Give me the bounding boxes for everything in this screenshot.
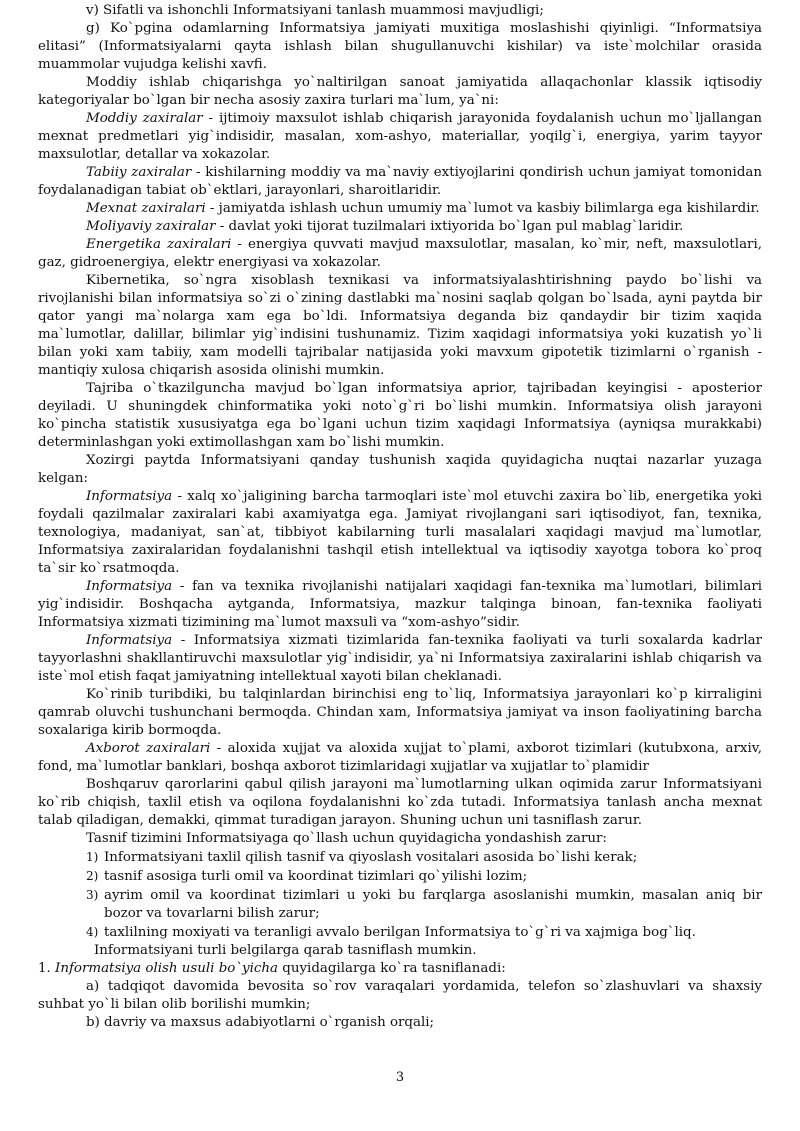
definition-text: - kishilarning moddiy va ma`naviy extiyojlarini qondirish uchun jamiyat tomonidan foydalanadigan tabiat ob`ektlari, jarayonlari, sharoitlaridir. bbox=[38, 165, 762, 198]
definition-term: Mexnat zaxiralari bbox=[86, 201, 206, 216]
paragraph: Moddiy ishlab chiqarishga yo`naltirilgan sanoat jamiyatida allaqachonlar klassik iqtisodiy kategoriyalar bo`lgan bir necha asosiy zaxira turlari ma`lum, ya`ni: bbox=[38, 75, 762, 108]
definition-term: Moddiy zaxiralar bbox=[86, 111, 203, 126]
paragraph: Xozirgi paytda Informatsiyani qanday tushunish xaqida quyidagicha nuqtai nazarlar yuzaga kelgan: bbox=[38, 453, 762, 486]
numbered-list bbox=[38, 848, 762, 942]
page-content bbox=[38, 2, 762, 1032]
paragraph: Informatsiyani turli belgilarga qarab tasniflash mumkin. bbox=[94, 943, 477, 958]
definition-informatsiya-1 bbox=[38, 488, 762, 578]
list-item bbox=[86, 867, 762, 886]
paragraph: Tajriba o`tkazilguncha mavjud bo`lgan informatsiya aprior, tajribadan keyingisi - aposterior deyiladi. U shuningdek chinformatika yoki noto`g`ri bo`lishi mumkin. Informatsiya olish jarayoni ko`pincha statistik xususiyatga ega bo`lgani uchun tizim xaqidagi Informatsiya (ayniqsa murakkabi) determinlashgan yoki extimollashgan xam bo`lishi mumkin. bbox=[38, 381, 762, 450]
section-text: quyidagilarga ko`ra tasniflanadi: bbox=[278, 961, 506, 976]
definition-term: Tabiiy zaxiralar bbox=[86, 165, 192, 180]
definition-text: - fan va texnika rivojlanishi natijalari xaqidagi fan-texnika ma`lumotlari, bilimlari yig`indisidir. Boshqacha aytganda, Informatsiya, mazkur talqinga binoan, fan-texnika faoliyati Informatsiya xizmati tizimining ma`lumot maxsuli va “xom-ashyo”sidir. bbox=[38, 579, 762, 630]
paragraph: Tasnif tizimini Informatsiyaga qo`llash uchun quyidagicha yondashish zarur: bbox=[86, 831, 607, 846]
definition-text: - jamiyatda ishlash uchun umumiy ma`lumot va kasbiy bilimlarga ega kishilardir. bbox=[205, 201, 760, 216]
paragraph: v) Sifatli va ishonchli Informatsiyani tanlash muammosi mavjudligi; bbox=[86, 3, 544, 18]
section-number: 1. bbox=[38, 961, 56, 976]
definition-moddiy bbox=[38, 110, 762, 164]
definition-informatsiya-2 bbox=[38, 578, 762, 632]
definition-term: Informatsiya bbox=[86, 579, 173, 594]
list-item bbox=[86, 886, 762, 923]
definition-informatsiya-3 bbox=[38, 632, 762, 686]
definition-term: Informatsiya bbox=[86, 489, 173, 504]
page-number: 3 bbox=[395, 1070, 405, 1085]
sub-item: a) tadqiqot davomida bevosita so`rov varaqalari yordamida, telefon so`zlashuvlari va shaxsiy suhbat yo`li bilan olib borilishi mumkin; bbox=[38, 979, 762, 1012]
list-text: Informatsiyani taxlil qilish tasnif va qiyoslash vositalari asosida bo`lishi kerak; bbox=[104, 850, 638, 865]
definition-text: - davlat yoki tijorat tuzilmalari ixtiyorida bo`lgan pul mablag`laridir. bbox=[215, 219, 684, 234]
definition-text: - aloxida xujjat va aloxida xujjat to`plami, axborot tizimlari (kutubxona, arxiv, fond, ma`lumotlar banklari, boshqa axborot tizimlaridagi xujjatlar va xujjatlar to`plamidir bbox=[38, 741, 762, 774]
list-text: ayrim omil va koordinat tizimlari u yoki bu farqlarga asoslanishi mumkin, masalan aniq bir bozor va tovarlarni bilish zarur; bbox=[104, 888, 762, 921]
definition-term: Informatsiya bbox=[86, 633, 173, 648]
definition-text: - ijtimoiy maxsulot ishlab chiqarish jarayonida foydalanish uchun mo`ljallangan mexnat predmetlari yig`indisidir, masalan, xom-ashyo, materiallar, yoqilg`i, energiya, yarim tayyor maxsulotlar, detallar va xokazolar. bbox=[38, 111, 763, 162]
list-number: 1) bbox=[86, 850, 99, 864]
list-number: 3) bbox=[86, 888, 99, 902]
definition-mexnat bbox=[38, 200, 762, 218]
paragraph: Kibernetika, so`ngra xisoblash texnikasi va informatsiyalashtirishning paydo bo`lishi va rivojlanishi bilan informatsiya so`zi o`zining dastlabki ma`nosini saqlab qolgan bo`lsada, ayni paytda bir qator yangi ma`nolarga xam ega bo`ldi. Informatsiya deganda biz qandaydir bir tizim xaqida ma`lumotlar, dalillar, bilimlar yig`indisini tushunamiz. Tizim xaqidagi informatsiya yoki kuzatish yo`li bilan yoki xam tabiiy, xam modelli tajribalar natijasida yoki mavxum gipotetik tizimlarni o`rganish - mantiqiy xulosa chiqarish asosida olinishi mumkin. bbox=[38, 273, 762, 378]
sub-item: b) davriy va maxsus adabiyotlarni o`rganish orqali; bbox=[86, 1015, 435, 1030]
definition-term: Axborot zaxiralari bbox=[86, 741, 211, 756]
definition-energetika bbox=[38, 236, 762, 272]
list-text: tasnif asosiga turli omil va koordinat tizimlari qo`yilishi lozim; bbox=[104, 869, 528, 884]
definition-axborot bbox=[38, 740, 762, 776]
definition-text: - Informatsiya xizmati tizimlarida fan-texnika faoliyati va turli soxalarda kadrlar tayyorlashni shakllantiruvchi maxsulotlar yig`indisidir, ya`ni Informatsiya zaxiralarini ishlab chiqarish va iste`mol etish faqat jamiyatning intellektual xayoti bilan cheklanadi. bbox=[38, 633, 762, 684]
paragraph: g) Ko`pgina odamlarning Informatsiya jamiyati muxitiga moslashishi qiyinligi. “Informatsiya elitasi” (Informatsiyalarni qayta ishlash bilan shugullanuvchi kishilar) va iste`molchilar orasida muammolar vujudga kelishi xavfi. bbox=[38, 21, 762, 72]
definition-text: - xalq xo`jaligining barcha tarmoqlari iste`mol etuvchi zaxira bo`lib, energetika yoki foydali qazilmalar zaxiralari kabi axamiyatga ega. Jamiyat rivojlangani sari iqtisodiyot, fan, texnika, texnologiya, madaniyat, san`at, tibbiyot kabilarning turli masalalari xaqidagi mavjud ma`lumotlar, Informatsiya zaxiralaridan foydalanishni tashqil etish intellektual va iqtisodiy xayotga tobora ko`proq ta`sir ko`rsatmoqda. bbox=[38, 489, 762, 576]
section-heading bbox=[38, 960, 762, 978]
definition-term: Energetika zaxiralari bbox=[86, 237, 232, 252]
section-term: Informatsiya olish usuli bo`yicha bbox=[55, 961, 279, 976]
definition-term: Moliyaviy zaxiralar bbox=[86, 219, 216, 234]
paragraph: Boshqaruv qarorlarini qabul qilish jarayoni ma`lumotlarning ulkan oqimida zarur Informatsiyani ko`rib chiqish, taxlil etish va oqilona foydalanishni ko`zda tutadi. Informatsiya tanlash ancha mexnat talab qiladigan, demakki, qimmat turadigan jarayon. Shuning uchun uni tasniflash zarur. bbox=[38, 777, 762, 828]
list-item bbox=[86, 923, 762, 942]
list-number: 2) bbox=[86, 869, 99, 883]
definition-tabiiy bbox=[38, 164, 762, 200]
list-number: 4) bbox=[86, 925, 99, 939]
definition-moliyaviy bbox=[38, 218, 762, 236]
paragraph: Ko`rinib turibdiki, bu talqinlardan birinchisi eng to`liq, Informatsiya jarayonlari ko`p kirraligini qamrab oluvchi tushunchani bermoqda. Chindan xam, Informatsiya jamiyat va inson faoliyatining barcha soxalariga kirib bormoqda. bbox=[38, 687, 762, 738]
definition-text: - energiya quvvati mavjud maxsulotlar, masalan, ko`mir, neft, maxsulotlari, gaz, gidroenergiya, elektr energiyasi va xokazolar. bbox=[38, 237, 762, 270]
list-item bbox=[86, 848, 762, 867]
list-text: taxlilning moxiyati va teranligi avvalo berilgan Informatsiya to`g`ri va xajmiga bog`liq. bbox=[104, 925, 696, 940]
